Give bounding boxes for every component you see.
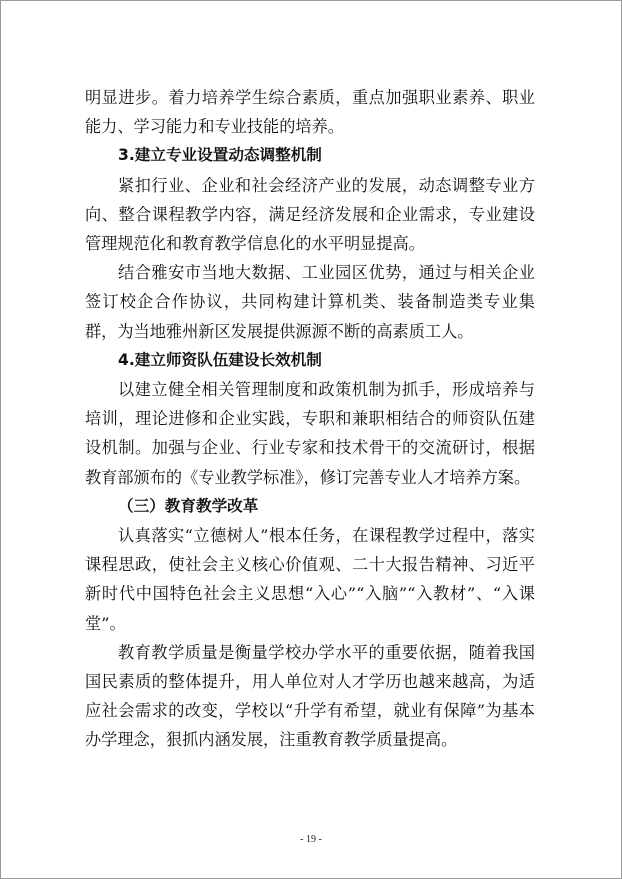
section-heading-three: （三）教育教学改革	[118, 496, 259, 515]
page-body	[85, 83, 535, 755]
paragraph: 教育教学质量是衡量学校办学水平的重要依据，随着我国国民素质的整体提升，用人单位对人才学历也越来越高，为适应社会需求的改变，学校以“升学有希望，就业有保障”为基本办学理念，狠抓内涵发展，注重教育教学质量提高。	[85, 642, 535, 750]
page-number: - 19 -	[300, 834, 322, 845]
paragraph: 紧扣行业、企业和社会经济产业的发展，动态调整专业方向、整合课程教学内容，满足经济发展和企业需求，专业建设管理规范化和教育教学信息化的水平明显提高。	[85, 175, 535, 254]
section-heading-3: 3.建立专业设置动态调整机制	[118, 146, 322, 165]
paragraph: 认真落实“立德树人”根本任务，在课程教学过程中，落实课程思政，使社会主义核心价值观、二十大报告精神、习近平新时代中国特色社会主义思想“入心”“入脑”“入教材”、“入课堂”。	[85, 526, 535, 633]
section-heading-4: 4.建立师资队伍建设长效机制	[118, 350, 322, 369]
paragraph: 结合雅安市当地大数据、工业园区优势，通过与相关企业签订校企合作协议，共同构建计算机类、装备制造类专业集群，为当地雅州新区发展提供源源不断的高素质工人。	[85, 263, 535, 341]
paragraph: 以建立健全相关管理制度和政策机制为抓手，形成培养与培训，理论进修和企业实践，专职和兼职相结合的师资队伍建设机制。加强与企业、行业专家和技术骨干的交流研讨，根据教育部颁布的《专业教学标准》，修订完善专业人才培养方案。	[85, 380, 535, 487]
paragraph-continued: 明显进步。着力培养学生综合素质，重点加强职业素养、职业能力、学习能力和专业技能的培养。	[85, 88, 535, 137]
